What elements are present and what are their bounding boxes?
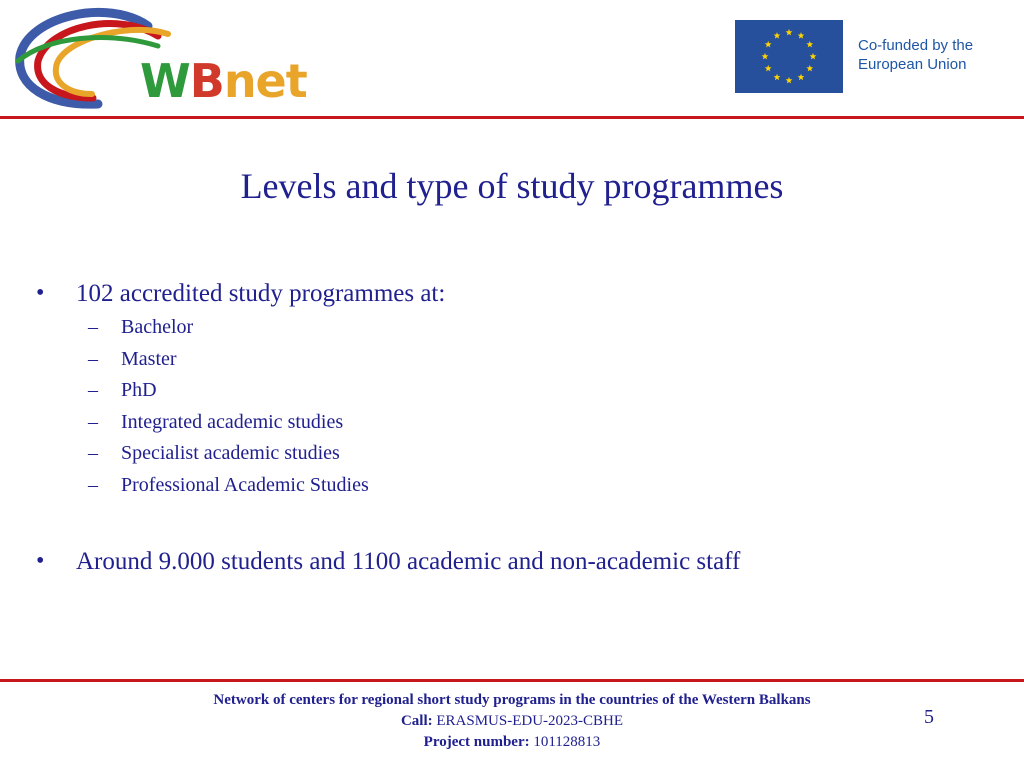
slide-footer: [0, 690, 1024, 753]
sub-item-master: Master: [121, 348, 177, 370]
page-number: 5: [924, 706, 934, 728]
sub-item-professional: Professional Academic Studies: [121, 474, 369, 496]
sub-item-integrated: Integrated academic studies: [121, 411, 344, 433]
footer-project-title: Network of centers for regional short study programs in the countries of the Western Balkans: [213, 692, 811, 708]
eu-cofunded-label: [858, 36, 973, 74]
dash-icon: –: [88, 442, 98, 464]
project-label: Project number:: [423, 734, 530, 750]
dash-icon: –: [88, 411, 98, 433]
bullet-text: 102 accredited study programmes at:: [76, 280, 446, 307]
call-label: Call:: [400, 713, 433, 729]
sub-item-specialist: Specialist academic studies: [121, 442, 340, 464]
bullet-icon: •: [36, 548, 45, 574]
dash-icon: –: [88, 348, 98, 370]
dash-icon: –: [88, 474, 98, 496]
project-value: 101128813: [533, 734, 601, 750]
bullet-text: Around 9.000 students and 1100 academic and non-academic staff: [76, 548, 741, 575]
footer-call: [0, 711, 1024, 732]
dash-icon: –: [88, 316, 98, 338]
sub-item-bachelor: Bachelor: [121, 316, 194, 338]
eu-label-line2: European Union: [858, 56, 967, 73]
sub-item-phd: PhD: [121, 379, 157, 401]
dash-icon: –: [88, 379, 98, 401]
wbnet-logo-text: WBnet: [140, 54, 307, 108]
call-value: ERASMUS-EDU-2023-CBHE: [436, 713, 624, 729]
top-divider: [0, 116, 1024, 119]
slide-header: [0, 0, 1024, 120]
eu-flag-icon: [735, 20, 843, 93]
footer-project-number: [0, 732, 1024, 753]
bottom-divider: [0, 679, 1024, 682]
slide-title: Levels and type of study programmes: [240, 166, 784, 206]
eu-label-line1: Co-funded by the: [858, 37, 974, 54]
bullet-icon: •: [36, 280, 45, 306]
